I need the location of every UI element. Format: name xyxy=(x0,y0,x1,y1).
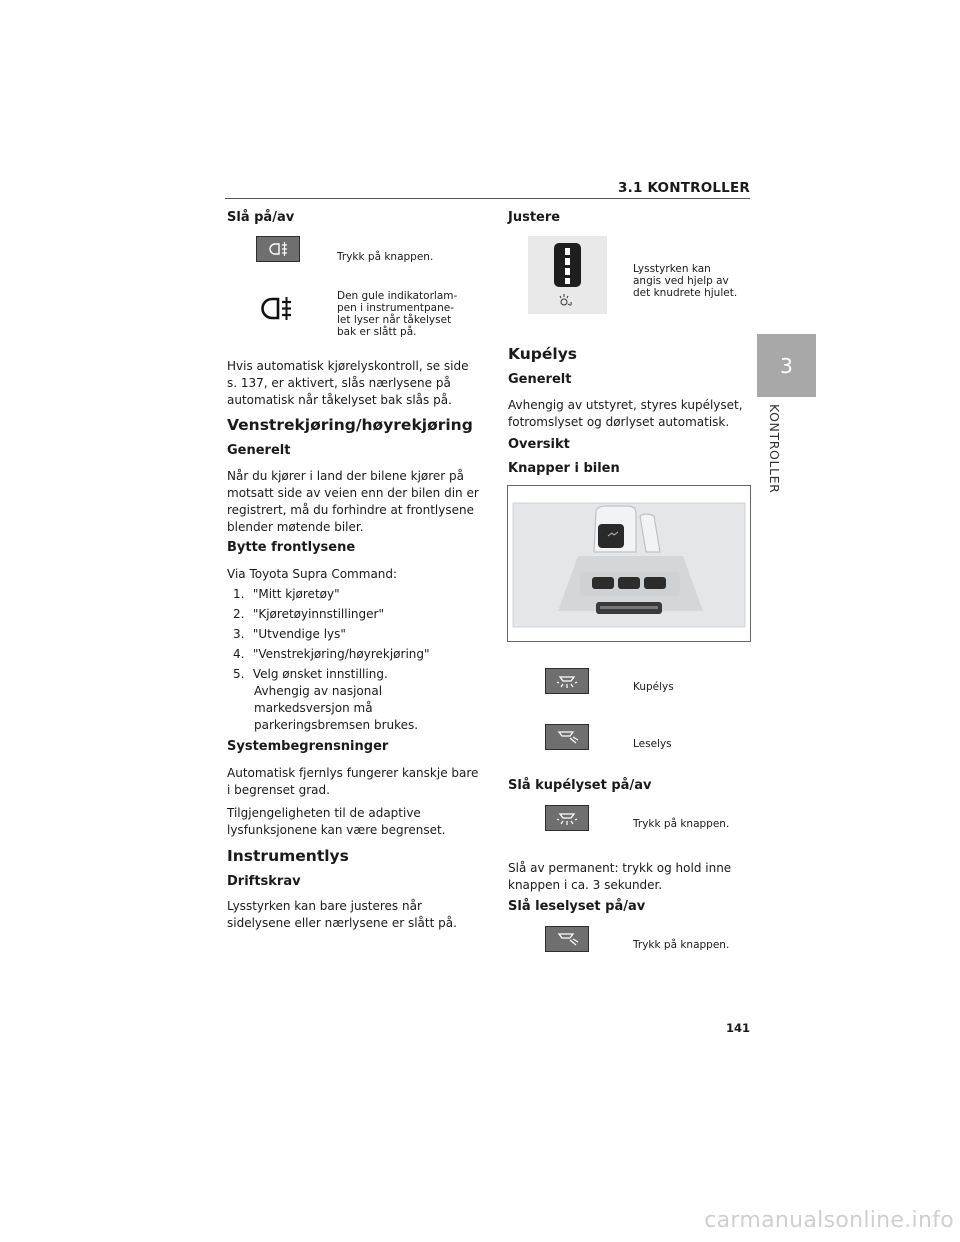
heading-knapper-i-bilen: Knapper i bilen xyxy=(508,461,620,476)
paragraph-line: sidelysene eller nærlysene er slått på. xyxy=(227,916,457,930)
paragraph-line: automatisk når tåkelyset bak slås på. xyxy=(227,393,452,407)
paragraph-line: Hvis automatisk kjørelyskontroll, se side xyxy=(227,359,469,373)
heading-sla-pa-av: Slå på/av xyxy=(227,210,295,225)
sys-paragraph-2 xyxy=(227,805,445,839)
sys-paragraph-1 xyxy=(227,765,478,799)
note-line: markedsversjon må xyxy=(254,701,373,715)
section-header: 3.1 KONTROLLER xyxy=(618,180,750,196)
rear-fog-indicator-icon xyxy=(258,294,298,324)
heading-bytte-frontlysene: Bytte frontlysene xyxy=(227,540,356,555)
heading-driftskrav: Driftskrav xyxy=(227,874,301,889)
overhead-console-photo xyxy=(507,485,751,642)
paragraph-line: Slå av permanent: trykk og hold inne xyxy=(508,861,732,875)
indicator-line: pen i instrumentpane- xyxy=(337,302,454,314)
paragraph-line: i begrenset grad. xyxy=(227,783,330,797)
step5-note xyxy=(254,683,418,734)
rear-fog-button-icon xyxy=(256,236,300,262)
paragraph-line: Avhengig av utstyret, styres kupélyset, xyxy=(508,398,743,412)
press-button-text-right: Trykk på knappen. xyxy=(633,818,730,830)
auto-light-paragraph xyxy=(227,358,469,409)
heading-kupelys: Kupélys xyxy=(508,345,578,363)
heading-instrumentlys: Instrumentlys xyxy=(227,847,349,865)
list-item: 3. "Utvendige lys" xyxy=(233,627,346,641)
list-item: 1. "Mitt kjøretøy" xyxy=(233,587,340,601)
heading-sla-kupelyset: Slå kupélyset på/av xyxy=(508,778,652,793)
paragraph-line: registrert, må du forhindre at frontlysene xyxy=(227,503,474,517)
note-line: parkeringsbremsen brukes. xyxy=(254,718,419,732)
heading-sla-leselyset: Slå leselyset på/av xyxy=(508,899,646,914)
chapter-tab xyxy=(757,334,816,397)
kupelys-label: Kupélys xyxy=(633,681,674,693)
note-line: Avhengig av nasjonal xyxy=(254,684,383,698)
paragraph-line: knappen i ca. 3 sekunder. xyxy=(508,878,663,892)
description-line: angis ved hjelp av xyxy=(633,275,729,287)
header-rule xyxy=(225,198,750,199)
list-item: 4. "Venstrekjøring/høyrekjøring" xyxy=(233,647,430,661)
chapter-label-text: KONTROLLER xyxy=(767,404,782,494)
reading-light-button-icon-2 xyxy=(545,926,589,952)
description-line: det knudrete hjulet. xyxy=(633,287,738,299)
interior-light-button-icon-2 xyxy=(545,805,589,831)
justere-description xyxy=(633,263,737,299)
list-item: 5. Velg ønsket innstilling. xyxy=(233,667,388,681)
paragraph-line: Når du kjører i land der bilene kjører på xyxy=(227,469,465,483)
paragraph-line: s. 137, er aktivert, slås nærlysene på xyxy=(227,376,451,390)
heading-justere: Justere xyxy=(508,210,561,225)
leselys-label: Leselys xyxy=(633,738,672,750)
interior-light-button-icon xyxy=(545,668,589,694)
kupelys-paragraph xyxy=(508,397,743,431)
dimmer-wheel-image xyxy=(528,236,607,314)
indicator-line: bak er slått på. xyxy=(337,326,417,338)
indicator-description xyxy=(337,290,457,338)
paragraph-line: Tilgjengeligheten til de adaptive xyxy=(227,806,421,820)
list-item: 2. "Kjøretøyinnstillinger" xyxy=(233,607,384,621)
heading-oversikt: Oversikt xyxy=(508,437,570,452)
chapter-number: 3 xyxy=(780,353,793,378)
via-command-text: Via Toyota Supra Command: xyxy=(227,567,398,581)
indicator-line: Den gule indikatorlam- xyxy=(337,290,458,302)
heading-generelt-right: Generelt xyxy=(508,372,572,387)
press-button-text-right-2: Trykk på knappen. xyxy=(633,939,730,951)
steps-list xyxy=(233,584,493,684)
vh-paragraph xyxy=(227,468,479,536)
page-number: 141 xyxy=(725,1021,750,1035)
watermark: carmanualsonline.info xyxy=(704,1208,954,1233)
press-button-text: Trykk på knappen. xyxy=(337,251,434,263)
indicator-line: let lyser når tåkelyset xyxy=(337,314,452,326)
heading-systembegrensninger: Systembegrensninger xyxy=(227,739,389,754)
paragraph-line: lysfunksjonene kan være begrenset. xyxy=(227,823,446,837)
paragraph-line: motsatt side av veien enn der bilen din er xyxy=(227,486,479,500)
reading-light-button-icon xyxy=(545,724,589,750)
heading-venstre-hoyre: Venstrekjøring/høyrekjøring xyxy=(227,416,473,434)
chapter-label xyxy=(766,404,786,499)
paragraph-line: Lysstyrken kan bare justeres når xyxy=(227,899,422,913)
paragraph-line: fotromslyset og dørlyset automatisk. xyxy=(508,415,730,429)
permanent-off-paragraph xyxy=(508,860,731,894)
paragraph-line: Automatisk fjernlys fungerer kanskje bare xyxy=(227,766,479,780)
paragraph-line: blender møtende biler. xyxy=(227,520,364,534)
description-line: Lysstyrken kan xyxy=(633,263,711,275)
drift-paragraph xyxy=(227,898,457,932)
heading-generelt: Generelt xyxy=(227,443,291,458)
